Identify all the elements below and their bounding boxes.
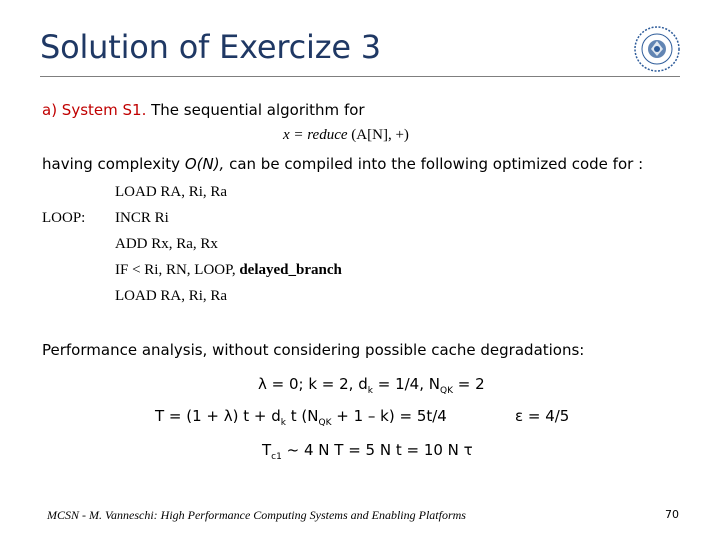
- params-pre: λ = 0; k = 2, d: [258, 375, 368, 393]
- reduce-formula: [283, 127, 409, 144]
- tc-sub: c1: [271, 452, 282, 462]
- code-line-4: [115, 262, 342, 279]
- params-sub-qk: QK: [439, 386, 453, 396]
- t-post: + 1 – k) = 5t/4: [331, 407, 447, 425]
- complexity-order: O(N),: [184, 155, 225, 173]
- university-seal-icon: [628, 24, 686, 74]
- code-line-4-plain: IF < Ri, RN, LOOP,: [115, 262, 240, 278]
- part-a-text: The sequential algorithm for: [146, 101, 365, 119]
- performance-params: [258, 375, 485, 396]
- code-line-5: LOAD RA, Ri, Ra: [115, 288, 228, 304]
- completion-time-formula: [262, 441, 473, 462]
- efficiency-value: ε = 4/5: [515, 407, 570, 425]
- complexity-pre: having complexity: [42, 155, 185, 173]
- complexity-post: can be compiled into the following optimized code for :: [224, 155, 644, 173]
- code-line-4-bold: delayed_branch: [239, 262, 342, 278]
- tc-pre: T: [262, 441, 272, 459]
- part-a-label: a) System S1.: [42, 101, 147, 119]
- loop-label: LOOP:: [42, 210, 86, 226]
- slide-title: Solution of Exercize 3: [40, 28, 381, 66]
- code-line-2: INCR Ri: [115, 210, 169, 226]
- params-post: = 2: [452, 375, 485, 393]
- service-time-formula: [155, 407, 447, 428]
- t-sub-k: k: [280, 418, 286, 428]
- formula-reduce: reduce: [307, 127, 348, 143]
- formula-args: (A[N], +): [347, 127, 409, 143]
- performance-heading: Performance analysis, without considering possible cache degradations:: [42, 341, 585, 359]
- code-line-3: ADD Rx, Ra, Rx: [115, 236, 218, 252]
- formula-x: x =: [283, 127, 308, 143]
- complexity-line: [42, 155, 643, 173]
- params-mid: = 1/4, N: [372, 375, 440, 393]
- t-sub-qk: QK: [318, 418, 332, 428]
- footer-course: MCSN - M. Vanneschi: High Performance Computing Systems and Enabling Platforms: [47, 508, 466, 522]
- code-line-1: LOAD RA, Ri, Ra: [115, 184, 228, 200]
- page-number: 70: [665, 508, 679, 521]
- title-divider: [40, 76, 680, 77]
- t-pre: T = (1 + λ) t + d: [155, 407, 281, 425]
- t-mid: t (N: [286, 407, 319, 425]
- part-a-line: [42, 101, 365, 119]
- params-sub-k: k: [367, 386, 373, 396]
- tc-post: ~ 4 N T = 5 N t = 10 N τ: [281, 441, 473, 459]
